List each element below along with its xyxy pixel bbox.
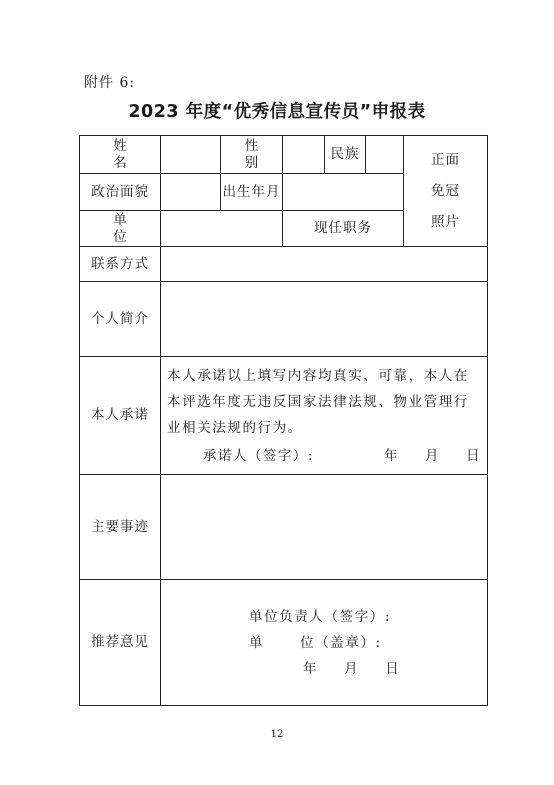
rec-day-label: 日 (385, 660, 401, 677)
photo-line-2: 免冠 (431, 182, 460, 199)
pledge-signature-row (167, 443, 481, 469)
contact-field[interactable] (161, 247, 488, 282)
current-position-label: 现任职务 (283, 211, 404, 247)
main-deeds-label: 主要事迹 (80, 475, 161, 580)
page-number: 12 (270, 729, 284, 740)
recommendation-cell[interactable] (161, 580, 488, 706)
attachment-label: 附件 6: (84, 75, 136, 91)
form-title: 2023 年度“优秀信息宣传员”申报表 (128, 102, 426, 122)
contact-label: 联系方式 (80, 247, 161, 282)
rec-month-label: 月 (344, 660, 360, 677)
birth-date-field[interactable] (283, 174, 404, 211)
unit-seal-prefix: 单 (249, 634, 265, 651)
main-deeds-field[interactable] (161, 475, 488, 580)
birth-date-label: 出生年月 (221, 174, 283, 211)
pledge-label: 本人承诺 (80, 357, 161, 475)
pledge-cell (161, 357, 488, 475)
rec-year-label: 年 (303, 660, 319, 677)
recommendation-date (161, 656, 487, 682)
photo-line-3: 照片 (431, 213, 460, 230)
ethnicity-label: 民族 (325, 136, 366, 174)
ethnicity-field[interactable] (366, 136, 404, 174)
unit-field[interactable] (161, 211, 283, 247)
pledge-date (384, 443, 481, 469)
day-label: 日 (466, 448, 481, 464)
gender-field[interactable] (283, 136, 325, 174)
name-label: 姓名 (80, 136, 161, 174)
pledge-signer-label: 承诺人（签字）: (202, 448, 314, 464)
unit-label: 单位 (80, 211, 161, 247)
bio-label: 个人简介 (80, 282, 161, 357)
unit-seal-row (161, 630, 487, 656)
application-form-table (79, 135, 488, 706)
pledge-text: 本人承诺以上填写内容均真实、可靠，本人在本评选年度无违反国家法律法规、物业管理行业相关法规的行为。 (167, 368, 469, 436)
photo-line-1: 正面 (431, 151, 460, 168)
bio-field[interactable] (161, 282, 488, 357)
recommendation-label: 推荐意见 (80, 580, 161, 706)
name-field[interactable] (161, 136, 221, 174)
month-label: 月 (425, 448, 440, 464)
unit-head-signature: 单位负责人（签字）: (249, 608, 392, 625)
gender-label: 性别 (221, 136, 283, 174)
unit-seal-suffix: 位（盖章）: (300, 634, 382, 651)
photo-box[interactable] (404, 136, 488, 247)
political-status-field[interactable] (161, 174, 221, 211)
political-status-label: 政治面貌 (80, 174, 161, 211)
year-label: 年 (384, 448, 399, 464)
